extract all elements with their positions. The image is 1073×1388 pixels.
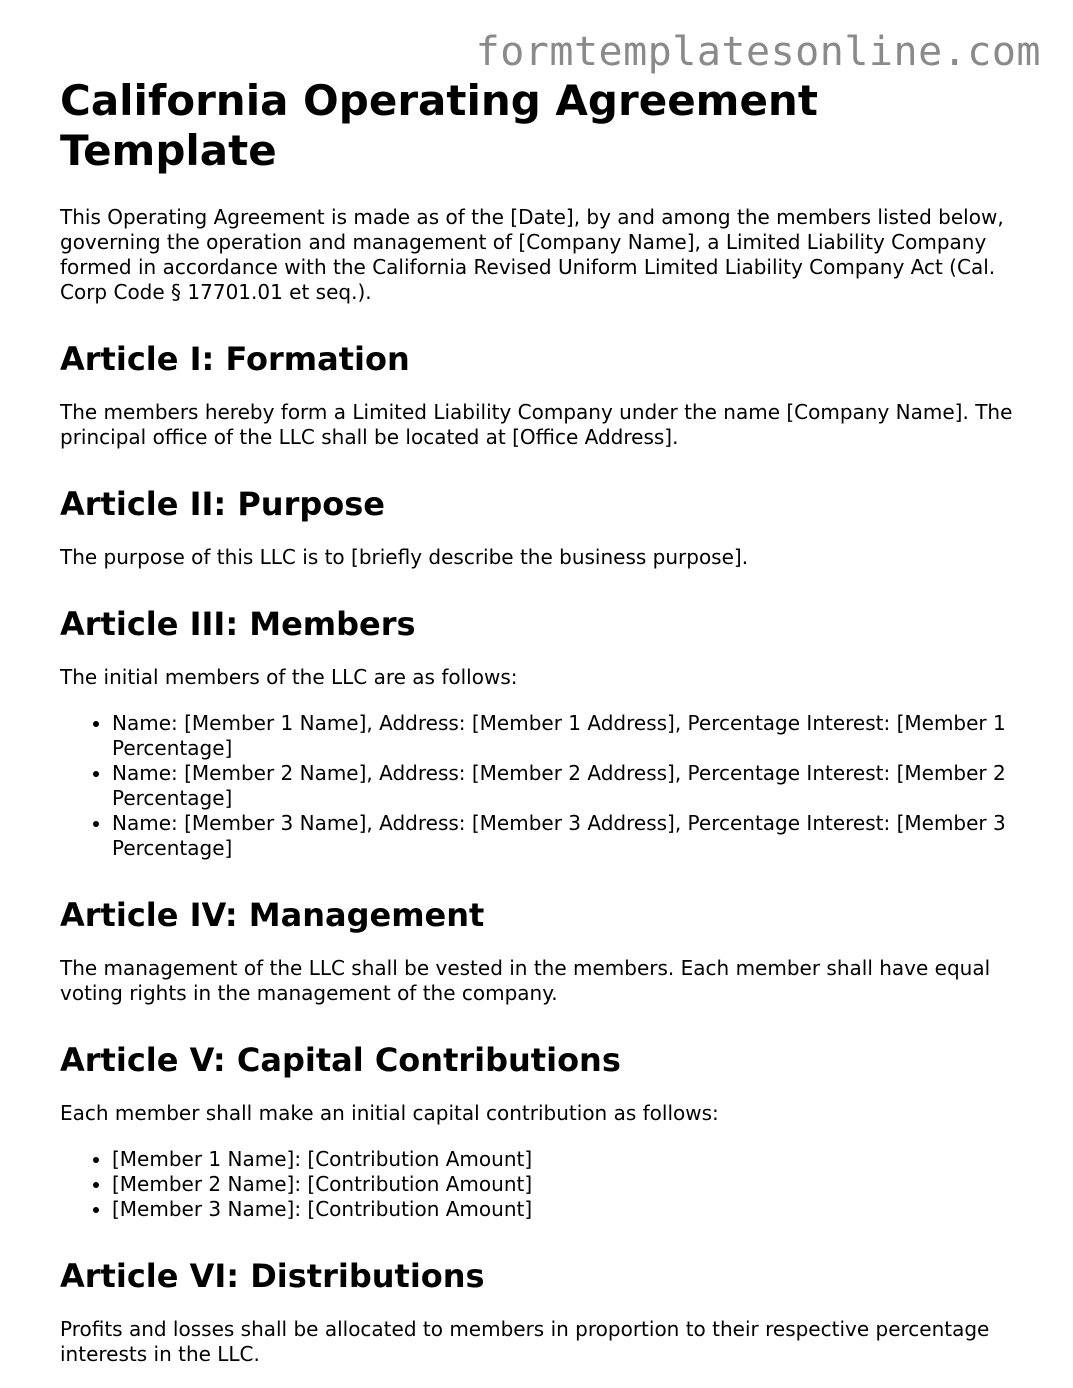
article-heading: Article II: Purpose (60, 485, 385, 523)
contributions-list (60, 1147, 1020, 1222)
article-heading: Article I: Formation (60, 340, 410, 378)
article-purpose (60, 484, 1020, 570)
list-item: • Name: [Member 1 Name], Address: [Member 1 Address], Percentage Interest: [Member 1 Percentage] (112, 711, 1020, 761)
article-heading: Article IV: Management (60, 896, 485, 934)
article-management (60, 895, 1020, 1006)
article-text: The members hereby form a Limited Liability Company under the name [Company Name]. The principal office of the LLC shall be located at [Office Address]. (60, 400, 1013, 449)
article-heading: Article VI: Distributions (60, 1257, 485, 1295)
watermark: formtemplatesonline.com (475, 29, 1041, 75)
article-distributions (60, 1256, 1020, 1367)
article-formation (60, 339, 1020, 450)
members-list (60, 711, 1020, 861)
document-title: California Operating Agreement Template (60, 76, 818, 175)
list-item: • Name: [Member 3 Name], Address: [Member 3 Address], Percentage Interest: [Member 3 Percentage] (112, 811, 1020, 861)
article-heading: Article V: Capital Contributions (60, 1041, 621, 1079)
document-page (60, 76, 1020, 1367)
list-item: • [Member 1 Name]: [Contribution Amount] (112, 1147, 1020, 1172)
article-text: Each member shall make an initial capital contribution as follows: (60, 1101, 719, 1125)
article-text: The initial members of the LLC are as follows: (60, 665, 518, 689)
article-heading: Article III: Members (60, 605, 416, 643)
list-item: • [Member 2 Name]: [Contribution Amount] (112, 1172, 1020, 1197)
list-item: • Name: [Member 2 Name], Address: [Member 2 Address], Percentage Interest: [Member 2 Percentage] (112, 761, 1020, 811)
article-text: The management of the LLC shall be vested in the members. Each member shall have equal voting rights in the management of the company. (60, 956, 991, 1005)
article-text: The purpose of this LLC is to [briefly describe the business purpose]. (60, 545, 749, 569)
article-capital-contributions (60, 1040, 1020, 1222)
list-item: • [Member 3 Name]: [Contribution Amount] (112, 1197, 1020, 1222)
article-text: Profits and losses shall be allocated to members in proportion to their respective percentage interests in the LLC. (60, 1317, 990, 1366)
article-members (60, 604, 1020, 861)
intro-paragraph: This Operating Agreement is made as of the [Date], by and among the members listed below, governing the operation and management of [Company Name], a Limited Liability Company formed in accordance with the California Revised Uniform Limited Liability Company Act (Cal. Corp Code § 17701.01 et seq.). (60, 205, 1004, 304)
